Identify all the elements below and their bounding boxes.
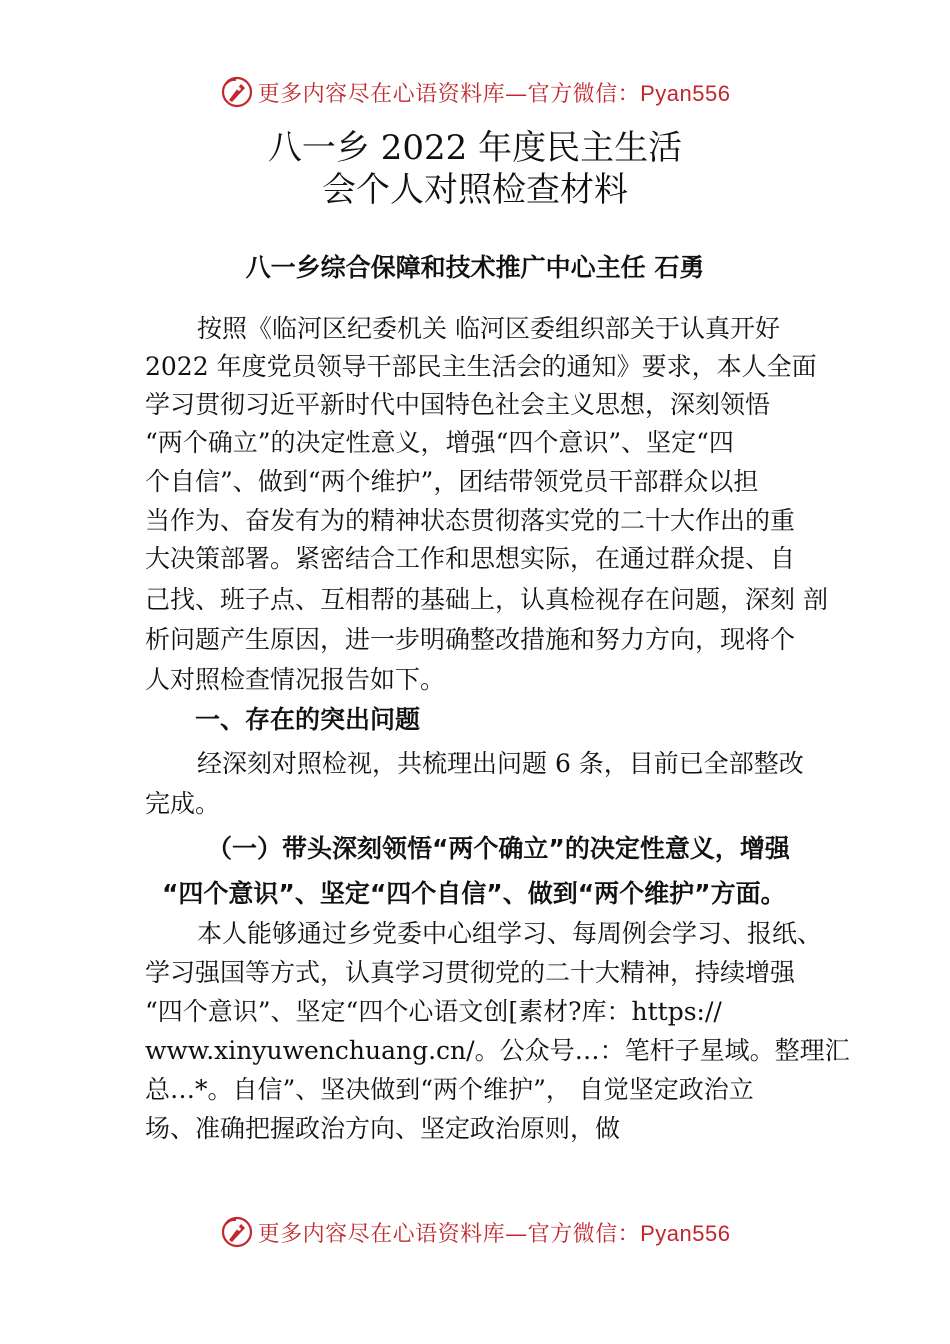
wechat-handle: Pyan556 (640, 80, 731, 106)
banner-text (258, 77, 731, 108)
banner-text (258, 1217, 731, 1248)
body-line: 总…*。自信”、坚决做到“两个维护”， 自觉坚定政治立 (145, 1075, 754, 1104)
intro-line: 2022 年度党员领导干部民主生活会的通知》要求，本人全面 (145, 352, 817, 381)
wechat-handle: Pyan556 (640, 1220, 731, 1246)
footer-banner[interactable] (0, 1212, 950, 1252)
intro-line: 学习贯彻习近平新时代中国特色社会主义思想，深刻领悟 (145, 390, 771, 419)
body-line: 场、准确把握政治方向、坚定政治原则，做 (145, 1114, 621, 1143)
body-line: www.xinyuwenchuang.cn/。公众号…：笔杆子星域。整理汇 (145, 1036, 850, 1065)
summary-line: 经深刻对照检视，共梳理出问题 6 条，目前已全部整改 (197, 749, 804, 778)
intro-line: “两个确立”的决定性意义，增强“四个意识”、坚定“四 (145, 428, 734, 457)
pen-nib-logo-icon (220, 75, 254, 109)
intro-line: 析问题产生原因，进一步明确整改措施和努力方向，现将个 (145, 625, 796, 654)
banner-cn-text: 更多内容尽在心语资料库—官方微信： (257, 81, 641, 107)
intro-line: 个自信”、做到“两个维护”，团结带领党员干部群众以担 (145, 467, 759, 496)
body-line: 学习强国等方式，认真学习贯彻党的二十大精神，持续增强 (145, 958, 796, 987)
subsection-heading-line-2: “四个意识”、坚定“四个自信”、做到“两个维护”方面。 (162, 879, 786, 908)
body-line: “四个意识”、坚定“四个心语文创[素材?库：https:// (145, 997, 722, 1026)
banner-cn-text: 更多内容尽在心语资料库—官方微信： (257, 1221, 641, 1247)
section-heading: 一、存在的突出问题 (195, 705, 421, 734)
header-banner[interactable] (0, 72, 950, 112)
intro-line: 人对照检查情况报告如下。 (145, 665, 446, 694)
intro-line: 按照《临河区纪委机关 临河区委组织部关于认真开好 (197, 314, 780, 343)
title-line-2: 会个人对照检查材料 (322, 170, 628, 210)
pen-nib-logo-icon (220, 1215, 254, 1249)
body-line: 本人能够通过乡党委中心组学习、每周例会学习、报纸、 (197, 919, 823, 948)
intro-line: 己找、班子点、互相帮的基础上，认真检视存在问题，深刻 剖 (145, 585, 828, 614)
document-title (0, 127, 950, 211)
title-line-1: 八一乡 2022 年度民主生活 (267, 128, 683, 168)
intro-line: 当作为、奋发有为的精神状态贯彻落实党的二十大作出的重 (145, 506, 796, 535)
author-line: 八一乡综合保障和技术推广中心主任 石勇 (245, 253, 705, 282)
subsection-heading-line-1: （一）带头深刻领悟“两个确立”的决定性意义，增强 (207, 834, 790, 863)
intro-line: 大决策部署。紧密结合工作和思想实际，在通过群众提、自 (145, 544, 796, 573)
summary-line: 完成。 (145, 789, 221, 818)
